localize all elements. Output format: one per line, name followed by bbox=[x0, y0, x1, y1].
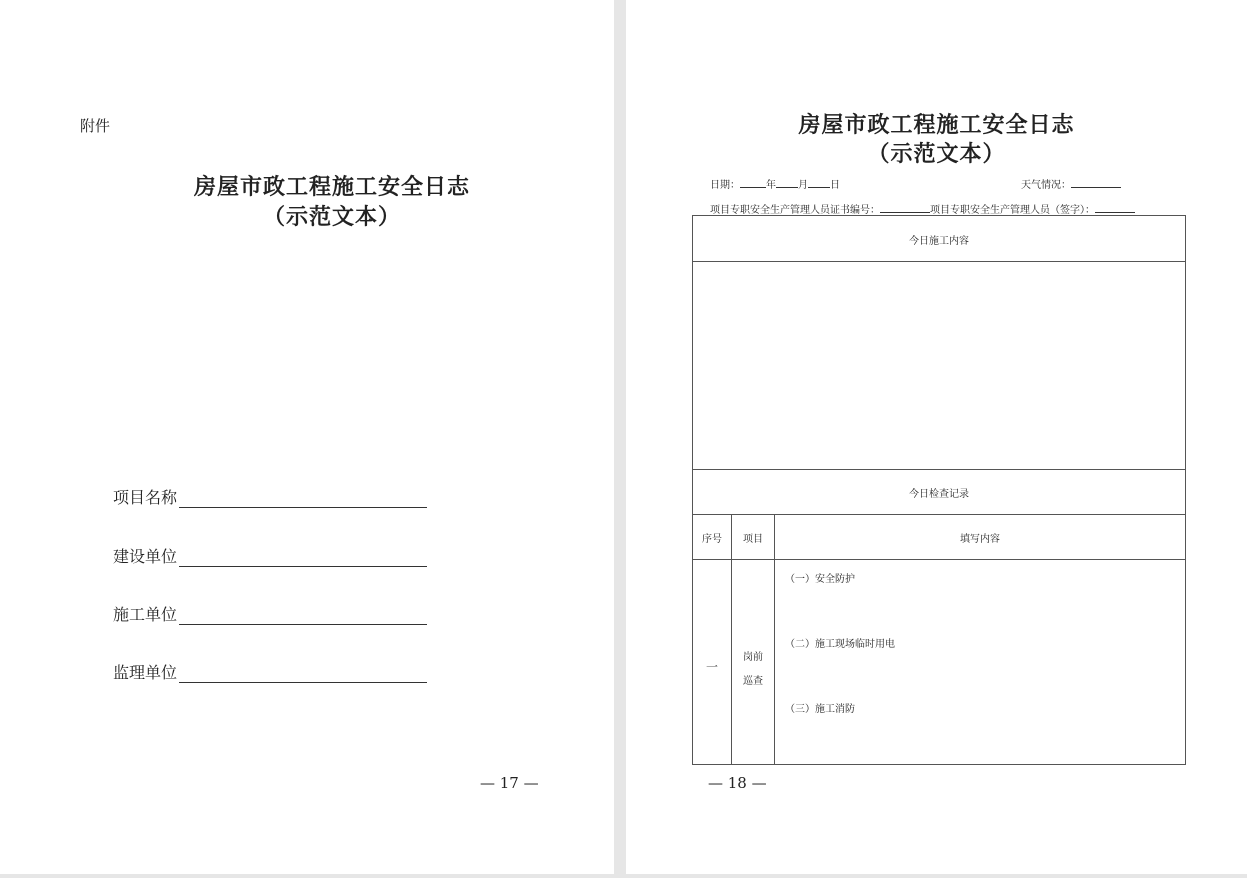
project-name-field[interactable] bbox=[113, 485, 427, 508]
row-item-line2: 巡查 bbox=[743, 676, 763, 687]
check-item-fire-protection: （三）施工消防 bbox=[785, 704, 855, 715]
cover-subtitle: （示范文本） bbox=[262, 204, 401, 230]
weather-label: 天气情况： bbox=[1021, 180, 1071, 191]
field-underline bbox=[179, 606, 427, 625]
month-label: 月 bbox=[798, 180, 808, 191]
signature-label: 项目专职安全生产管理人员（签字）： bbox=[930, 205, 1095, 216]
safety-officer-row bbox=[710, 201, 1135, 216]
day-label: 日 bbox=[830, 180, 840, 191]
col-header-no: 序号 bbox=[702, 534, 722, 545]
builder-unit-field[interactable] bbox=[113, 602, 427, 625]
safety-log-table bbox=[692, 215, 1186, 765]
day-blank[interactable] bbox=[808, 177, 830, 188]
supervision-unit-field[interactable] bbox=[113, 660, 427, 683]
today-work-header: 今日施工内容 bbox=[909, 236, 969, 247]
field-underline bbox=[179, 664, 427, 683]
field-label: 监理单位 bbox=[113, 663, 178, 682]
date-row bbox=[710, 176, 840, 191]
row-divider bbox=[693, 559, 1185, 560]
construction-unit-field[interactable] bbox=[113, 544, 427, 567]
year-blank[interactable] bbox=[740, 177, 766, 188]
cert-label: 项目专职安全生产管理人员证书编号： bbox=[710, 205, 880, 216]
left-page bbox=[0, 0, 614, 874]
field-underline bbox=[179, 548, 427, 567]
field-label: 施工单位 bbox=[113, 605, 178, 624]
today-work-content-area[interactable] bbox=[693, 262, 1185, 468]
year-label: 年 bbox=[766, 180, 776, 191]
page-number: — 18 — bbox=[708, 774, 767, 792]
log-subtitle: （示范文本） bbox=[867, 141, 1006, 167]
field-underline bbox=[179, 489, 427, 508]
row-divider bbox=[693, 469, 1185, 470]
col-divider bbox=[774, 514, 775, 765]
weather-row bbox=[1021, 176, 1121, 191]
page-number: — 17 — bbox=[480, 774, 539, 792]
check-item-temporary-power: （二）施工现场临时用电 bbox=[785, 639, 895, 650]
weather-blank[interactable] bbox=[1071, 177, 1121, 188]
today-inspection-header: 今日检查记录 bbox=[909, 489, 969, 500]
log-title: 房屋市政工程施工安全日志 bbox=[798, 112, 1075, 138]
date-label: 日期： bbox=[710, 180, 740, 191]
cert-blank[interactable] bbox=[880, 202, 930, 213]
field-label: 项目名称 bbox=[113, 488, 178, 507]
row-item-line1: 岗前 bbox=[743, 652, 763, 663]
row-divider bbox=[693, 514, 1185, 515]
right-page bbox=[626, 0, 1247, 874]
month-blank[interactable] bbox=[776, 177, 798, 188]
row-number: 一 bbox=[705, 660, 718, 674]
check-item-safety-protection: （一）安全防护 bbox=[785, 574, 855, 585]
field-label: 建设单位 bbox=[113, 547, 178, 566]
col-divider bbox=[731, 514, 732, 765]
attachment-label: 附件 bbox=[80, 117, 111, 135]
signature-blank[interactable] bbox=[1095, 202, 1135, 213]
col-header-item: 项目 bbox=[743, 534, 763, 545]
cover-title: 房屋市政工程施工安全日志 bbox=[193, 174, 470, 200]
col-header-content: 填写内容 bbox=[960, 534, 1000, 545]
